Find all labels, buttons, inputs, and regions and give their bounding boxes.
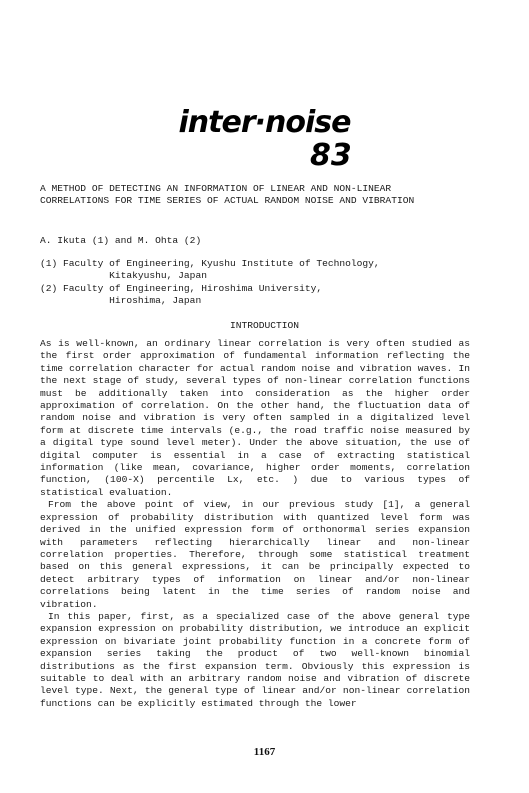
affiliation-line: (1) Faculty of Engineering, Kyushu Institute of Technology,	[40, 258, 380, 269]
affiliation-line: Hiroshima, Japan	[40, 295, 202, 307]
title-line: A METHOD OF DETECTING AN INFORMATION OF LINEAR AND NON-LINEAR	[40, 183, 392, 194]
author-line: A. Ikuta (1) and M. Ohta (2)	[40, 235, 202, 246]
body-text	[40, 338, 470, 710]
section-heading: INTRODUCTION	[229, 320, 300, 331]
paragraph: From the above point of view, in our previous study [1], a general expression of probability distribution with quantized level form was derived in the unified expression form of orthonormal series expansion with parameters reflecting hierarchically linear and non-linear correlation properties. Therefore, through some statistical treatment based on this general expressions, it can be principally expected to detect arbitrary types of information on linear and/or non-linear correlations being latent in the time series of random noise and vibration.	[40, 499, 470, 610]
paper-title	[40, 183, 414, 208]
title-line: CORRELATIONS FOR TIME SERIES OF ACTUAL RANDOM NOISE AND VIBRATION	[40, 195, 415, 207]
paragraph: As is well-known, an ordinary linear correlation is very often studied as the first order approximation of fundamental information reflecting the time correlation character for actual random noise and vibration waves. In the next stage of study, several types of non-linear correlation functions must be additionally taken into consideration as the higher order approximation of correlation. On the other hand, the fluctuation data of random noise and vibration is very often sampled in a digitalized level form at discrete time intervals (e.g., the road traffic noise measured by a digital type sound level meter). Under the above situation, the use of digital computer is essential in a case of extracting statistical information (like mean, covariance, higher order moments, correlation function, (100-X) percentile Lx, etc. ) due to various types of statistical evaluation.	[40, 338, 470, 498]
conference-logo-year: 83	[310, 138, 352, 173]
conference-logo: inter·noise	[178, 105, 351, 140]
affiliation-line: (2) Faculty of Engineering, Hiroshima University,	[40, 282, 323, 294]
paragraph: In this paper, first, as a specialized case of the above general type expansion expression on probability distribution, we introduce an explicit expression on bivariate joint probability function in a concrete form of expansion series taking the product of two well-known binomial distributions as the first expansion term. Obviously this expression is suitable to deal with an arbitrary random noise and vibration of discrete level type. Next, the general type of linear and/or non-linear correlation functions can be explicitly estimated through the lower	[40, 610, 470, 709]
page-number: 1167	[253, 746, 276, 758]
affiliations	[40, 258, 380, 308]
affiliation-line: Kitakyushu, Japan	[40, 270, 207, 282]
